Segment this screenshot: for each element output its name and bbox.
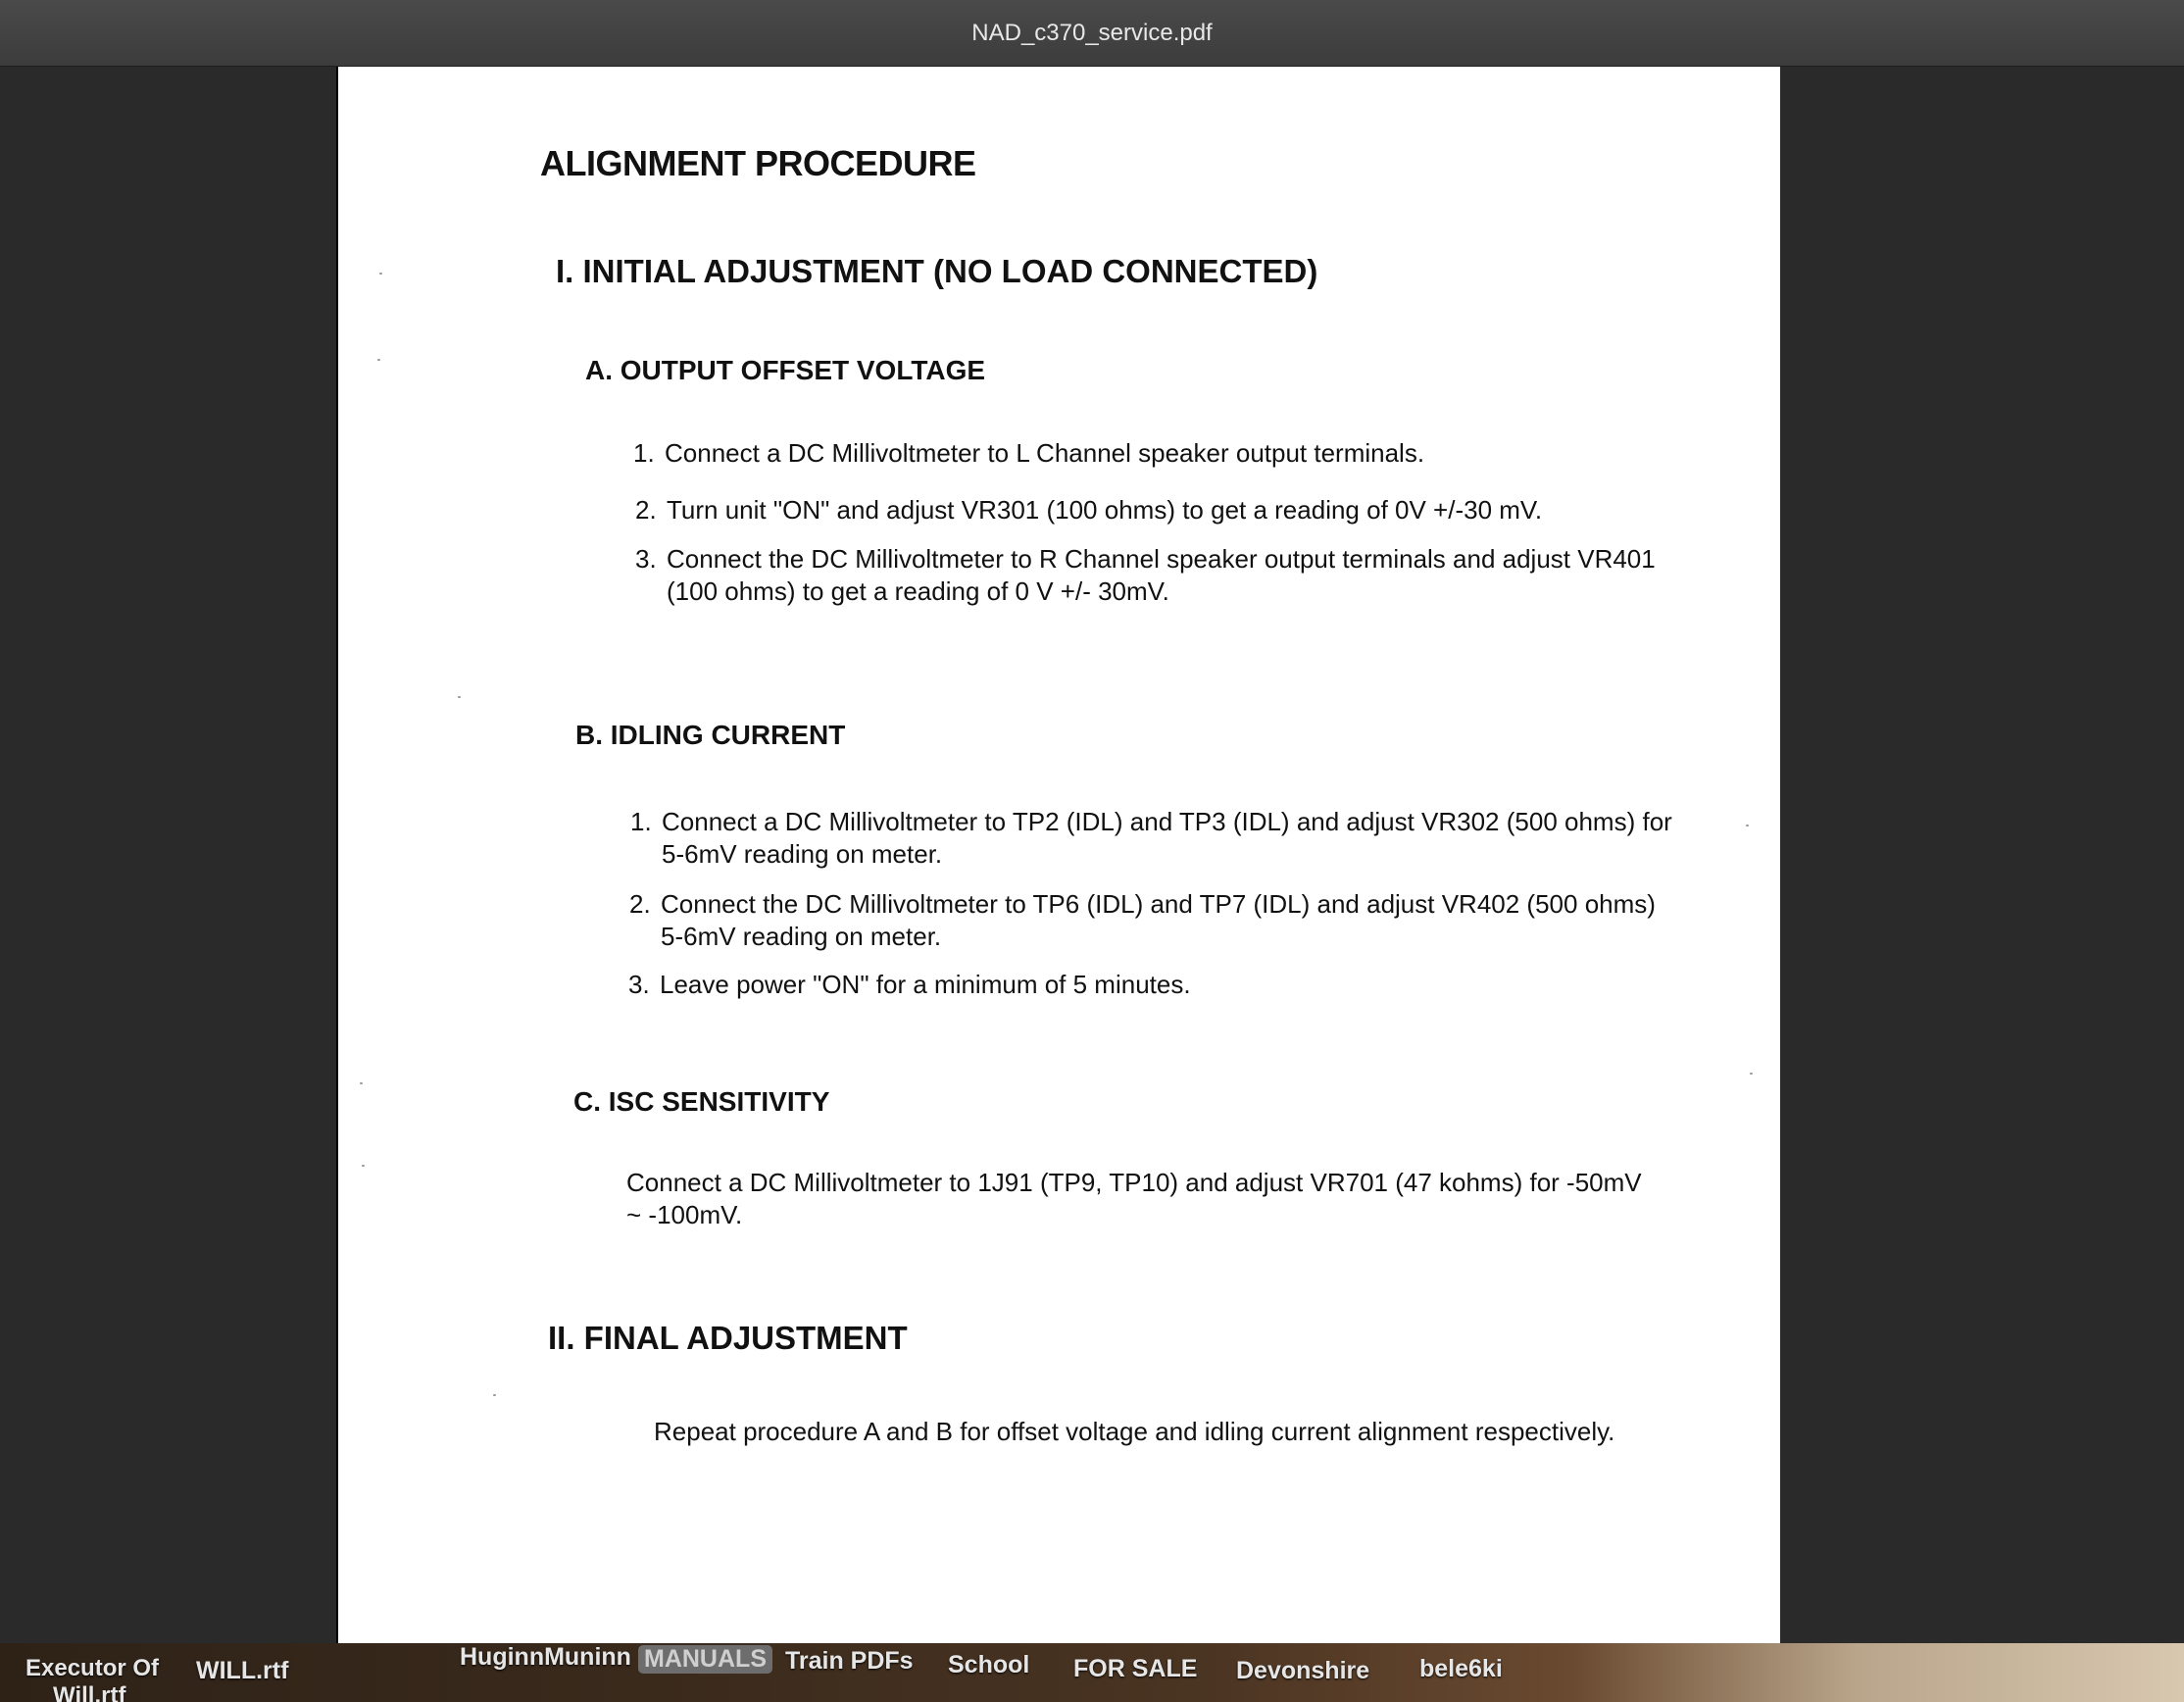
item-text: Leave power "ON" for a minimum of 5 minutes. — [660, 970, 1191, 999]
bookmark-label: Executor Of — [25, 1655, 160, 1681]
pdf-viewer[interactable] — [0, 67, 2184, 1643]
scan-speck — [493, 1394, 496, 1396]
bookmark-train-pdfs[interactable]: Train PDFs — [785, 1647, 914, 1675]
subsection-a-title: A. OUTPUT OFFSET VOLTAGE — [585, 355, 986, 385]
list-item — [628, 969, 1191, 1001]
window-title: NAD_c370_service.pdf — [971, 19, 1213, 46]
item-text: Connect a DC Millivoltmeter to TP2 (IDL) and TP3 (IDL) and adjust VR302 (500 ohms) for — [662, 807, 1672, 836]
section-2-title: II. FINAL ADJUSTMENT — [548, 1320, 908, 1356]
section-1-title: I. INITIAL ADJUSTMENT (NO LOAD CONNECTED) — [556, 253, 1318, 289]
item-number: 2. — [635, 495, 657, 525]
pdf-page — [336, 67, 1780, 1643]
bookmark-for-sale[interactable]: FOR SALE — [1073, 1655, 1198, 1682]
list-item — [633, 437, 1424, 470]
bookmark-devonshire[interactable]: Devonshire — [1236, 1657, 1370, 1684]
scan-speck — [360, 1082, 363, 1084]
item-text: Connect a DC Millivoltmeter to L Channel speaker output terminals. — [665, 438, 1425, 468]
bookmark-school[interactable]: School — [948, 1651, 1030, 1678]
scan-speck — [458, 696, 461, 698]
page-heading: ALIGNMENT PROCEDURE — [540, 143, 976, 183]
item-number: 3. — [628, 970, 650, 999]
item-number: 3. — [635, 544, 657, 574]
list-item — [630, 806, 1672, 871]
list-item — [635, 543, 1656, 608]
item-text-continued: 5-6mV reading on meter. — [662, 839, 943, 869]
bookmark-label-continued: Will.rtf — [53, 1682, 126, 1702]
scan-speck — [1750, 1073, 1753, 1075]
list-item — [635, 494, 1542, 526]
item-text-continued: (100 ohms) to get a reading of 0 V +/- 30mV. — [667, 576, 1169, 606]
subsection-b-title: B. IDLING CURRENT — [575, 720, 846, 750]
scan-speck — [379, 273, 382, 275]
item-text: Connect the DC Millivoltmeter to R Channel speaker output terminals and adjust VR401 — [667, 544, 1656, 574]
paragraph: Repeat procedure A and B for offset voltage and idling current alignment respectively. — [654, 1417, 1615, 1446]
item-text-continued: 5-6mV reading on meter. — [661, 922, 942, 951]
scan-speck — [362, 1165, 365, 1167]
bookmark-bele6ki[interactable]: bele6ki — [1419, 1655, 1503, 1682]
list-item — [629, 888, 1656, 953]
bookmarks-bar — [0, 1643, 2184, 1702]
item-text: Turn unit "ON" and adjust VR301 (100 ohms) to get a reading of 0V +/-30 mV. — [667, 495, 1543, 525]
paragraph-line: Connect a DC Millivoltmeter to 1J91 (TP9, TP10) and adjust VR701 (47 kohms) for -50mV — [626, 1168, 1642, 1197]
item-number: 2. — [629, 889, 651, 919]
paragraph — [626, 1167, 1642, 1231]
subsection-c-title: C. ISC SENSITIVITY — [573, 1086, 830, 1117]
bookmark-manuals[interactable]: MANUALS — [638, 1645, 772, 1674]
scan-speck — [1746, 825, 1749, 826]
bookmark-executor-of-will[interactable] — [25, 1655, 159, 1702]
item-text: Connect the DC Millivoltmeter to TP6 (IDL) and TP7 (IDL) and adjust VR402 (500 ohms) — [661, 889, 1656, 919]
paragraph-line: ~ -100mV. — [626, 1200, 743, 1229]
window-titlebar[interactable] — [0, 0, 2184, 67]
item-number: 1. — [630, 807, 652, 836]
bookmark-will-rtf[interactable]: WILL.rtf — [196, 1657, 289, 1684]
bookmark-huginnmuninn[interactable]: HuginnMuninn — [460, 1643, 631, 1671]
item-number: 1. — [633, 438, 655, 468]
scan-speck — [377, 359, 380, 361]
